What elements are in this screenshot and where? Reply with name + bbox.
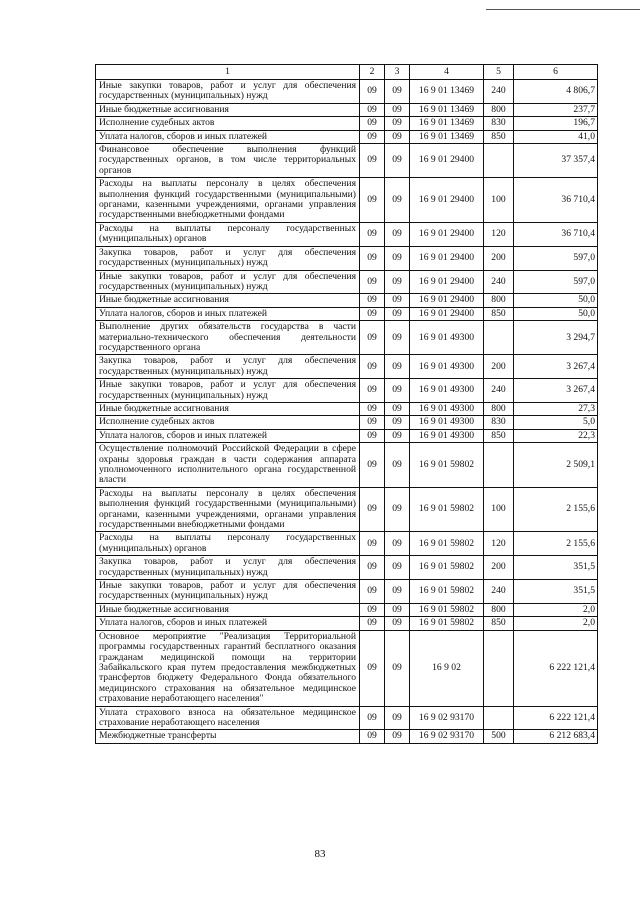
row-target-article: 16 9 01 29400 [410,246,484,270]
row-name: Исполнение судебных актов [96,117,360,130]
row-target-article: 16 9 01 59802 [410,556,484,580]
table-header-row [96,65,598,80]
row-expense-type: 830 [484,117,514,130]
row-target-article: 16 9 01 49300 [410,355,484,379]
row-expense-type: 200 [484,556,514,580]
row-expense-type: 800 [484,294,514,307]
table-row [96,556,598,580]
row-name: Уплата страхового взноса на обязательное медицинское страхование неработающего населения [96,706,360,730]
row-target-article: 16 9 01 29400 [410,270,484,294]
row-name: Иные бюджетные ассигнования [96,603,360,616]
row-section: 09 [360,379,385,403]
table-row [96,307,598,320]
table-row [96,246,598,270]
row-subsection: 09 [385,117,410,130]
table-row [96,580,598,604]
row-subsection: 09 [385,270,410,294]
row-section: 09 [360,321,385,355]
row-target-article: 16 9 01 29400 [410,144,484,178]
row-expense-type: 850 [484,307,514,320]
table-row [96,270,598,294]
row-subsection: 09 [385,487,410,532]
budget-table-body [96,65,598,744]
row-section: 09 [360,416,385,429]
table-row [96,706,598,730]
row-expense-type: 500 [484,730,514,743]
page-number: 83 [314,848,326,860]
row-subsection: 09 [385,402,410,415]
budget-table [95,64,598,744]
row-name: Исполнение судебных актов [96,416,360,429]
row-expense-type: 800 [484,103,514,116]
row-expense-type: 120 [484,532,514,556]
row-section: 09 [360,487,385,532]
row-expense-type [484,630,514,706]
row-expense-type: 800 [484,603,514,616]
row-amount: 6 222 121,4 [514,630,598,706]
row-section: 09 [360,294,385,307]
row-name: Расходы на выплаты персоналу в целях обеспечения выполнения функций государственными (муниципальными) органами, казенными учреждениями, органами управления государственными внебюджетными фондами [96,178,360,223]
row-expense-type: 100 [484,178,514,223]
row-subsection: 09 [385,178,410,223]
row-subsection: 09 [385,307,410,320]
row-name: Выполнение других обязательств государства в части материально-технического обеспечения деятельности государственного органа [96,321,360,355]
row-amount: 196,7 [514,117,598,130]
row-subsection: 09 [385,80,410,104]
row-name: Иные бюджетные ассигнования [96,103,360,116]
row-subsection: 09 [385,532,410,556]
table-row [96,178,598,223]
row-target-article: 16 9 01 49300 [410,429,484,442]
row-target-article: 16 9 02 93170 [410,730,484,743]
row-expense-type: 850 [484,429,514,442]
row-section: 09 [360,556,385,580]
header-col-1: 1 [96,65,360,80]
row-section: 09 [360,630,385,706]
row-target-article: 16 9 01 29400 [410,307,484,320]
row-subsection: 09 [385,222,410,246]
row-section: 09 [360,222,385,246]
row-target-article: 16 9 01 49300 [410,402,484,415]
row-subsection: 09 [385,103,410,116]
row-name: Закупка товаров, работ и услуг для обеспечения государственных (муниципальных) нужд [96,355,360,379]
header-col-3: 3 [385,65,410,80]
row-section: 09 [360,355,385,379]
row-amount: 22,3 [514,429,598,442]
row-expense-type: 240 [484,580,514,604]
row-subsection: 09 [385,617,410,630]
row-subsection: 09 [385,355,410,379]
row-name: Уплата налогов, сборов и иных платежей [96,130,360,143]
row-section: 09 [360,580,385,604]
row-target-article: 16 9 01 49300 [410,379,484,403]
row-name: Иные закупки товаров, работ и услуг для обеспечения государственных (муниципальных) нужд [96,270,360,294]
table-row [96,355,598,379]
row-section: 09 [360,117,385,130]
row-section: 09 [360,178,385,223]
row-target-article: 16 9 01 29400 [410,294,484,307]
row-target-article: 16 9 01 29400 [410,178,484,223]
row-name: Закупка товаров, работ и услуг для обеспечения государственных (муниципальных) нужд [96,556,360,580]
row-subsection: 09 [385,630,410,706]
header-col-6: 6 [514,65,598,80]
table-row [96,416,598,429]
row-amount: 27,3 [514,402,598,415]
row-subsection: 09 [385,706,410,730]
row-amount: 37 357,4 [514,144,598,178]
row-target-article: 16 9 01 13469 [410,80,484,104]
row-amount: 4 806,7 [514,80,598,104]
row-target-article: 16 9 01 59802 [410,617,484,630]
row-target-article: 16 9 02 93170 [410,706,484,730]
row-amount: 3 294,7 [514,321,598,355]
row-subsection: 09 [385,429,410,442]
row-subsection: 09 [385,379,410,403]
row-section: 09 [360,144,385,178]
row-name: Осуществление полномочий Российской Федерации в сфере охраны здоровья граждан в части содержания аппарата уполномоченного исполнительного органа государственной власти [96,443,360,488]
row-target-article: 16 9 01 13469 [410,103,484,116]
row-amount: 6 222 121,4 [514,706,598,730]
row-subsection: 09 [385,321,410,355]
table-row [96,617,598,630]
row-name: Иные закупки товаров, работ и услуг для обеспечения государственных (муниципальных) нужд [96,580,360,604]
row-section: 09 [360,307,385,320]
table-row [96,130,598,143]
row-subsection: 09 [385,730,410,743]
row-expense-type [484,144,514,178]
table-row [96,603,598,616]
row-name: Иные закупки товаров, работ и услуг для обеспечения государственных (муниципальных) нужд [96,379,360,403]
row-target-article: 16 9 01 29400 [410,222,484,246]
row-name: Иные закупки товаров, работ и услуг для обеспечения государственных (муниципальных) нужд [96,80,360,104]
row-name: Закупка товаров, работ и услуг для обеспечения государственных (муниципальных) нужд [96,246,360,270]
row-subsection: 09 [385,130,410,143]
table-row [96,379,598,403]
row-name: Уплата налогов, сборов и иных платежей [96,617,360,630]
row-amount: 6 212 683,4 [514,730,598,743]
row-expense-type [484,443,514,488]
row-amount: 597,0 [514,246,598,270]
row-amount: 237,7 [514,103,598,116]
header-col-2: 2 [360,65,385,80]
row-expense-type [484,706,514,730]
row-name: Межбюджетные трансферты [96,730,360,743]
table-row [96,402,598,415]
row-amount: 2 509,1 [514,443,598,488]
row-expense-type: 200 [484,355,514,379]
row-amount: 2 155,6 [514,532,598,556]
row-section: 09 [360,603,385,616]
row-section: 09 [360,730,385,743]
row-expense-type: 240 [484,80,514,104]
table-row [96,443,598,488]
row-section: 09 [360,80,385,104]
row-amount: 2,0 [514,617,598,630]
row-expense-type: 120 [484,222,514,246]
row-expense-type [484,321,514,355]
row-target-article: 16 9 01 49300 [410,416,484,429]
row-section: 09 [360,246,385,270]
table-row [96,321,598,355]
table-row [96,532,598,556]
row-target-article: 16 9 02 [410,630,484,706]
header-col-5: 5 [484,65,514,80]
row-amount: 597,0 [514,270,598,294]
row-section: 09 [360,532,385,556]
row-amount: 3 267,4 [514,355,598,379]
row-amount: 50,0 [514,294,598,307]
row-section: 09 [360,103,385,116]
table-row [96,144,598,178]
row-amount: 351,5 [514,556,598,580]
row-name: Уплата налогов, сборов и иных платежей [96,429,360,442]
row-expense-type: 830 [484,416,514,429]
row-amount: 351,5 [514,580,598,604]
table-row [96,80,598,104]
row-name: Основное мероприятие "Реализация Территориальной программы государственных гарантий бесплатного оказания гражданам медицинской помощи на территории Забайкальского края путем предоставления межбюджетных трансфертов бюджету Федерального Фонда обязательного медицинского страхования на обязательное медицинское страхование неработающего населения" [96,630,360,706]
row-name: Иные бюджетные ассигнования [96,294,360,307]
row-expense-type: 850 [484,617,514,630]
row-amount: 3 267,4 [514,379,598,403]
row-section: 09 [360,429,385,442]
table-row [96,117,598,130]
row-expense-type: 240 [484,379,514,403]
row-amount: 50,0 [514,307,598,320]
row-section: 09 [360,402,385,415]
row-expense-type: 850 [484,130,514,143]
row-name: Финансовое обеспечение выполнения функций государственных органов, в том числе территориальных органов [96,144,360,178]
row-section: 09 [360,130,385,143]
row-expense-type: 200 [484,246,514,270]
table-row [96,730,598,743]
row-expense-type: 240 [484,270,514,294]
table-row [96,630,598,706]
table-row [96,103,598,116]
table-row [96,487,598,532]
table-row [96,222,598,246]
row-target-article: 16 9 01 59802 [410,443,484,488]
row-target-article: 16 9 01 49300 [410,321,484,355]
row-target-article: 16 9 01 59802 [410,487,484,532]
row-amount: 36 710,4 [514,222,598,246]
row-expense-type: 100 [484,487,514,532]
row-subsection: 09 [385,246,410,270]
row-subsection: 09 [385,603,410,616]
row-section: 09 [360,706,385,730]
row-name: Расходы на выплаты персоналу государственных (муниципальных) органов [96,222,360,246]
row-subsection: 09 [385,556,410,580]
header-col-4: 4 [410,65,484,80]
row-target-article: 16 9 01 13469 [410,130,484,143]
row-expense-type: 800 [484,402,514,415]
row-section: 09 [360,270,385,294]
row-subsection: 09 [385,144,410,178]
row-subsection: 09 [385,580,410,604]
row-subsection: 09 [385,443,410,488]
row-name: Расходы на выплаты персоналу государственных (муниципальных) органов [96,532,360,556]
row-section: 09 [360,443,385,488]
row-amount: 2 155,6 [514,487,598,532]
row-amount: 5,0 [514,416,598,429]
row-target-article: 16 9 01 13469 [410,117,484,130]
row-name: Расходы на выплаты персоналу в целях обеспечения выполнения функций государственными (муниципальными) органами, казенными учреждениями, органами управления государственными внебюджетными фондами [96,487,360,532]
row-name: Иные бюджетные ассигнования [96,402,360,415]
row-amount: 2,0 [514,603,598,616]
row-amount: 41,0 [514,130,598,143]
row-subsection: 09 [385,416,410,429]
row-name: Уплата налогов, сборов и иных платежей [96,307,360,320]
row-amount: 36 710,4 [514,178,598,223]
top-rule [486,9,640,10]
row-target-article: 16 9 01 59802 [410,532,484,556]
table-row [96,429,598,442]
row-section: 09 [360,617,385,630]
table-row [96,294,598,307]
row-target-article: 16 9 01 59802 [410,580,484,604]
row-target-article: 16 9 01 59802 [410,603,484,616]
row-subsection: 09 [385,294,410,307]
